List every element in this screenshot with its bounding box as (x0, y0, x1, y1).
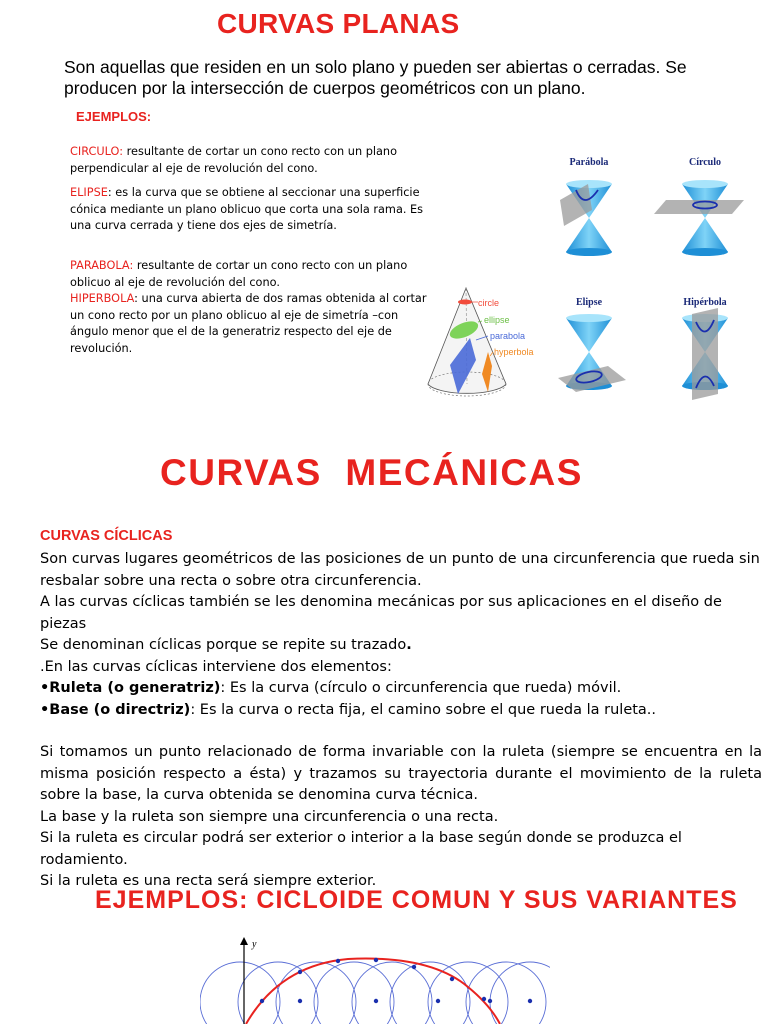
section-title-cicloide: EJEMPLOS: CICLOIDE COMUN Y SUS VARIANTES (95, 886, 738, 914)
cycloid-point (450, 977, 454, 981)
cycloid-point (412, 965, 416, 969)
cone-parabola (560, 157, 612, 256)
label-ellipse: ellipse (484, 315, 510, 325)
cycloid-point (488, 999, 492, 1003)
cycloid-point (436, 999, 440, 1003)
example-circulo (70, 144, 420, 177)
cone-circulo (654, 157, 744, 256)
intro-paragraph: Son aquellas que residen en un solo plano y pueden ser abiertas o cerradas. Se producen por la intersección de cuerpos geométricos con un plano. (64, 57, 687, 98)
label-elipse: Elipse (575, 297, 603, 308)
y-axis-arrow (240, 937, 248, 945)
example-term: CIRCULO: (70, 145, 124, 158)
example-text: : es la curva que se obtiene al seccionar una superficie cónica mediante un plano oblicuo que corta una sola rama. Es una curva cerrada y tiene dos ejes de simetría. (70, 186, 424, 232)
paragraph: .En las curvas cíclicas interviene dos elementos: (40, 658, 392, 675)
cycloid-point (298, 970, 302, 974)
example-hiperbola (70, 291, 440, 357)
ruleta-item (40, 678, 762, 700)
label-circulo: Círculo (688, 157, 722, 168)
circle-section (458, 300, 472, 305)
paragraph: La base y la ruleta son siempre una circunferencia o una recta. (40, 808, 499, 825)
paragraph: Son curvas lugares geométricos de las posiciones de un punto de una circunferencia que rueda sin resbalar sobre una recta o sobre otra circunferencia. (40, 551, 760, 589)
cycloid-point (298, 999, 302, 1003)
base-item (40, 700, 762, 722)
example-term: PARABOLA: (70, 259, 134, 272)
cycloid-figure (200, 935, 550, 1024)
paragraph-period: . (406, 637, 412, 653)
conic-double-cones-grid (548, 148, 758, 418)
label-hyperbola: hyperbola (494, 347, 534, 357)
y-axis-label: y (252, 939, 257, 950)
paragraph (40, 635, 762, 657)
cycloid-curve (246, 959, 500, 1024)
cycloid-point (260, 999, 264, 1003)
rolling-circle (490, 962, 550, 1024)
example-elipse (70, 185, 440, 235)
paragraph: Si la ruleta es circular podrá ser exterior o interior a la base según donde se produzca el rodamiento. (40, 830, 682, 868)
example-parabola (70, 258, 430, 291)
paragraph-text: Se denominan cíclicas porque se repite su trazado (40, 637, 407, 653)
cycloid-point (374, 999, 378, 1003)
example-term: HIPERBOLA (70, 292, 135, 305)
label-parabola: Parábola (569, 157, 609, 168)
label-parabola: parabola (490, 331, 526, 341)
curvas-ciclicas-body (40, 549, 762, 893)
examples-label: EJEMPLOS: (76, 109, 152, 124)
label-circle: circle (478, 298, 500, 308)
base-term: •Base (o directriz) (40, 701, 191, 718)
example-term: ELIPSE (70, 186, 108, 199)
cone-sections-diagram (418, 280, 553, 410)
cone-elipse (558, 297, 626, 392)
paragraph: A las curvas cíclicas también se les denomina mecánicas por sus aplicaciones en el diseño de piezas (40, 594, 722, 632)
spacer (40, 721, 762, 742)
paragraph: Si la ruleta es una recta será siempre exterior. (40, 873, 377, 889)
paragraph: Si tomamos un punto relacionado de forma invariable con la ruleta (siempre se encuentra en la misma posición respecto a ésta) y trazamos su trayectoria durante el movimiento de la ruleta sobre la base, la curva obtenida se denomina curva técnica. (40, 744, 762, 803)
example-text: : una curva abierta de dos ramas obtenida al cortar un cono recto por un plano oblicuo al eje de simetría –con ángulo menor que el de la generatriz respecto del eje de revolución. (70, 292, 427, 355)
cycloid-point (482, 997, 486, 1001)
label-hiperbola: Hipérbola (683, 297, 727, 308)
subtitle-curvas-ciclicas: CURVAS CÍCLICAS (40, 528, 173, 544)
base-text: : Es la curva o recta fija, el camino sobre el que rueda la ruleta.. (190, 701, 657, 718)
cone-hiperbola (682, 297, 728, 400)
ruleta-term: •Ruleta (o generatriz) (40, 680, 221, 696)
cycloid-point (528, 999, 532, 1003)
example-text: resultante de cortar un cono recto con un plano oblicuo al eje de revolución del cono. (70, 259, 408, 289)
section-title-curvas-planas: CURVAS PLANAS (217, 8, 460, 39)
cycloid-point (374, 958, 378, 962)
section-title-curvas-mecanicas: CURVAS MECÁNICAS (160, 452, 583, 493)
cycloid-point (336, 959, 340, 963)
example-text: resultante de cortar un cono recto con un plano perpendicular al eje de revolución del cono. (70, 145, 398, 175)
ruleta-text: : Es la curva (círculo o circunferencia que rueda) móvil. (220, 680, 622, 696)
